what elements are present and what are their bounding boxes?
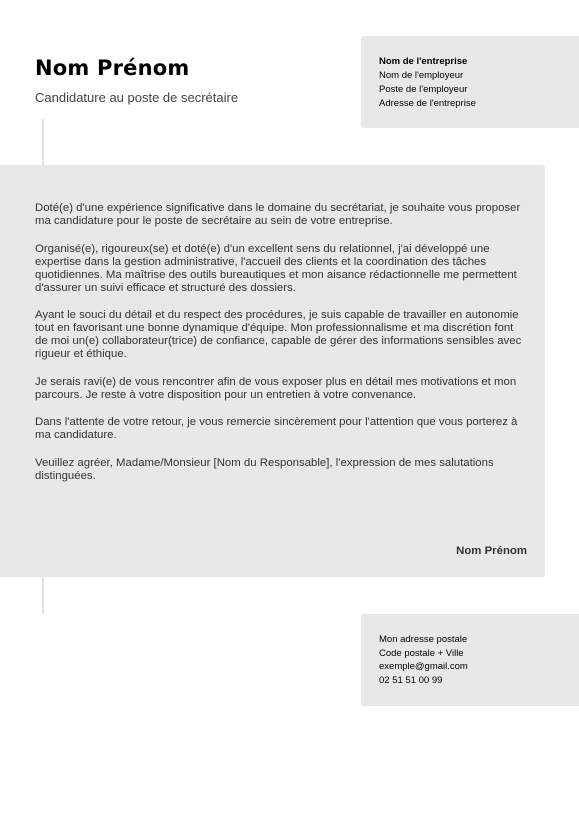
company-info-box xyxy=(361,36,579,128)
decorative-divider-top xyxy=(42,119,44,165)
phone-number: 02 51 51 00 99 xyxy=(379,674,443,686)
letter-paragraph: Je serais ravi(e) de vous rencontrer afin de vous exposer plus en détail mes motivations et mon parcours. Je reste à votre disposition pour un entretien à votre convenance. xyxy=(35,375,517,401)
employer-name: Nom de l'employeur xyxy=(379,70,464,81)
contact-info-box xyxy=(361,614,579,706)
postal-code-city: Code postale + Ville xyxy=(379,647,464,659)
letter-paragraph: Ayant le souci du détail et du respect des procédures, je suis capable de travailler en autonomie tout en favorisant une bonne dynamique d'équipe. Mon professionnalisme et ma discrétion font de moi un(e) collaborateur(trice) de confiance, capable de gérer des informations sensibles avec rigueur et éthique. xyxy=(35,309,522,360)
employer-position: Poste de l'employeur xyxy=(379,84,468,95)
applicant-name: Nom Prénom xyxy=(35,56,190,80)
letter-paragraph: Organisé(e), rigoureux(se) et doté(e) d'un excellent sens du relationnel, j'ai développé une expertise dans la gestion administrative, l'accueil des clients et la coordination des tâches quotidiennes. Ma maîtrise des outils bureautiques et mon aisance rédactionnelle me permettent d'assurer un suivi efficace et structuré des dossiers. xyxy=(35,242,517,294)
job-subtitle: Candidature au poste de secrétaire xyxy=(35,90,239,105)
letter-paragraph: Doté(e) d'une expérience significative dans le domaine du secrétariat, je souhaite vous proposer ma candidature pour le poste de secrétaire au sein de votre entreprise. xyxy=(35,202,521,227)
letter-signature: Nom Prénom xyxy=(456,545,527,557)
company-name: Nom de l'entreprise xyxy=(379,56,468,67)
company-address: Adresse de l'entreprise xyxy=(379,98,476,109)
decorative-divider-bottom xyxy=(42,577,44,614)
postal-address: Mon adresse postale xyxy=(379,634,468,645)
letter-body xyxy=(0,165,545,577)
letter-paragraph: Veuillez agréer, Madame/Monsieur [Nom du Responsable], l'expression de mes salutations distinguées. xyxy=(35,456,494,482)
email-address: exemple@gmail.com xyxy=(379,661,468,672)
letter-paragraph: Dans l'attente de votre retour, je vous remercie sincèrement pour l'attention que vous porterez à ma candidature. xyxy=(35,416,518,441)
